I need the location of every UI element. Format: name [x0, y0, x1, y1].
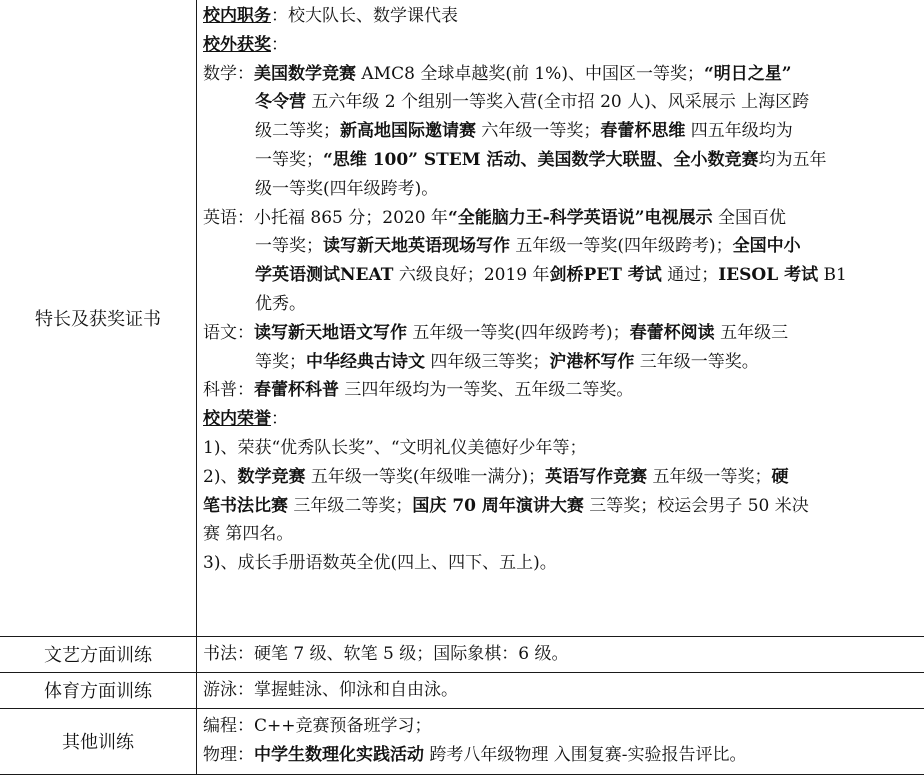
- text-segment: 赛 第四名。: [203, 524, 293, 544]
- text-segment: 通过；: [662, 265, 718, 285]
- emphasis-text: 春蕾杯阅读: [630, 323, 715, 343]
- emphasis-text: 沪港杯写作: [549, 352, 634, 372]
- text-segment: 优秀。: [255, 294, 306, 314]
- text-segment: AMC8 全球卓越奖(前 1%)、中国区一等奖；: [356, 64, 704, 84]
- text-segment: 四五年级均为: [685, 121, 792, 141]
- text-segment: 三年级一等奖。: [634, 352, 758, 372]
- text-segment: 一等奖；: [255, 236, 323, 256]
- text-segment: 游泳：掌握蛙泳、仰泳和自由泳。: [203, 680, 458, 700]
- content-line: [203, 117, 920, 146]
- text-segment: 3)、成长手册语数英全优(四上、四下、五上)。: [203, 553, 557, 573]
- text-segment: 科普：: [203, 380, 254, 400]
- text-segment: 跨考八年级物理 入围复赛-实验报告评比。: [424, 745, 747, 765]
- text-segment: 六级良好；2019 年: [393, 265, 549, 285]
- content-line: [203, 60, 920, 89]
- text-segment: 三等奖；校运会男子 50 米决: [584, 496, 809, 516]
- emphasis-text: 春蕾杯科普: [254, 380, 339, 400]
- emphasis-text: 冬令营: [255, 92, 306, 112]
- row-label: 体育方面训练: [0, 672, 197, 708]
- text-segment: ：校大队长、数学课代表: [271, 6, 458, 26]
- row-content: [197, 708, 924, 774]
- emphasis-text: 读写新天地英语现场写作: [323, 236, 510, 256]
- emphasis-text: 春蕾杯思维: [600, 121, 685, 141]
- emphasis-text: “全能脑力王-科学英语说”电视展示: [448, 208, 713, 228]
- content-line: [203, 146, 920, 175]
- emphasis-text: 中学生数理化实践活动: [254, 745, 424, 765]
- content-line: [203, 88, 920, 117]
- content-line: [203, 319, 920, 348]
- row-label: 其他训练: [0, 708, 197, 774]
- text-segment: 五年级三: [715, 323, 788, 343]
- text-segment: 五六年级 2 个组别一等奖入营(全市招 20 人)、风采展示 上海区跨: [306, 92, 809, 112]
- content-line: [203, 520, 920, 549]
- text-segment: 一等奖；: [255, 150, 323, 170]
- content-line: [203, 640, 920, 669]
- content-line: [203, 204, 920, 233]
- emphasis-text: 读写新天地语文写作: [254, 323, 407, 343]
- emphasis-text: 英语写作竞赛: [545, 467, 647, 487]
- text-segment: 五年级一等奖(四年级跨考)；: [510, 236, 733, 256]
- row-arts-training: [0, 636, 924, 672]
- content-line: [203, 741, 920, 770]
- content-line: [203, 31, 920, 60]
- content-line: [203, 232, 920, 261]
- text-segment: 2)、: [203, 467, 237, 487]
- emphasis-text: 全国中小: [733, 236, 801, 256]
- emphasis-text: 剑桥PET 考试: [550, 265, 662, 285]
- emphasis-text: 校外获奖: [203, 35, 271, 55]
- text-segment: 五年级一等奖(四年级跨考)；: [407, 323, 630, 343]
- text-segment: 五年级一等奖；: [647, 467, 771, 487]
- content-line: [203, 2, 920, 31]
- content-line: [203, 463, 920, 492]
- emphasis-text: 硬: [772, 467, 789, 487]
- emphasis-text: 新高地国际邀请赛: [340, 121, 476, 141]
- emphasis-text: 笔书法比赛: [203, 496, 288, 516]
- text-segment: 三年级二等奖；: [288, 496, 412, 516]
- row-content: [197, 0, 924, 636]
- content-line: [203, 290, 920, 319]
- row-content: [197, 636, 924, 672]
- text-segment: 书法：硬笔 7 级、软笔 5 级；国际象棋：6 级。: [203, 644, 568, 664]
- text-segment: 1)、荣获“优秀队长奖”、“文明礼仪美德好少年等；: [203, 438, 587, 458]
- content-line: [203, 712, 920, 741]
- emphasis-text: “明日之星”: [704, 64, 792, 84]
- text-segment: 物理：: [203, 745, 254, 765]
- text-segment: ：: [271, 409, 288, 429]
- text-segment: 编程：C++竞赛预备班学习；: [203, 716, 432, 736]
- content-line: [203, 492, 920, 521]
- emphasis-text: “思维 100” STEM 活动、美国数学大联盟、全小数竞赛: [323, 150, 759, 170]
- content-line: [203, 261, 920, 290]
- emphasis-text: IESOL 考试: [718, 265, 818, 285]
- emphasis-text: 校内职务: [203, 6, 271, 26]
- content-line: [203, 376, 920, 405]
- row-sports-training: [0, 672, 924, 708]
- row-label: 特长及获奖证书: [0, 0, 197, 636]
- content-line: [203, 676, 920, 705]
- text-segment: 级一等奖(四年级跨考)。: [255, 179, 438, 199]
- content-line: [203, 549, 920, 578]
- text-segment: 数学：: [203, 64, 254, 84]
- text-segment: 六年级一等奖；: [476, 121, 600, 141]
- emphasis-text: 数学竞赛: [237, 467, 305, 487]
- content-line: [203, 348, 920, 377]
- text-segment: 英语：小托福 865 分；2020 年: [203, 208, 448, 228]
- text-segment: 等奖；: [255, 352, 306, 372]
- text-segment: 四年级三等奖；: [425, 352, 549, 372]
- text-segment: 三四年级均为一等奖、五年级二等奖。: [339, 380, 633, 400]
- emphasis-text: 校内荣誉: [203, 409, 271, 429]
- content-line: [203, 405, 920, 434]
- content-line: [203, 434, 920, 463]
- text-segment: ：: [271, 35, 288, 55]
- text-segment: 全国百优: [713, 208, 786, 228]
- text-segment: 级二等奖；: [255, 121, 340, 141]
- text-segment: 五年级一等奖(年级唯一满分)；: [305, 467, 545, 487]
- text-segment: B1: [818, 265, 847, 285]
- row-other-training: [0, 708, 924, 774]
- emphasis-text: 美国数学竞赛: [254, 64, 356, 84]
- emphasis-text: 国庆 70 周年演讲大赛: [412, 496, 584, 516]
- text-segment: 语文：: [203, 323, 254, 343]
- text-segment: 均为五年: [759, 150, 827, 170]
- emphasis-text: 中华经典古诗文: [306, 352, 425, 372]
- row-content: [197, 672, 924, 708]
- row-label: 文艺方面训练: [0, 636, 197, 672]
- content-line: [203, 175, 920, 204]
- emphasis-text: 学英语测试NEAT: [255, 265, 393, 285]
